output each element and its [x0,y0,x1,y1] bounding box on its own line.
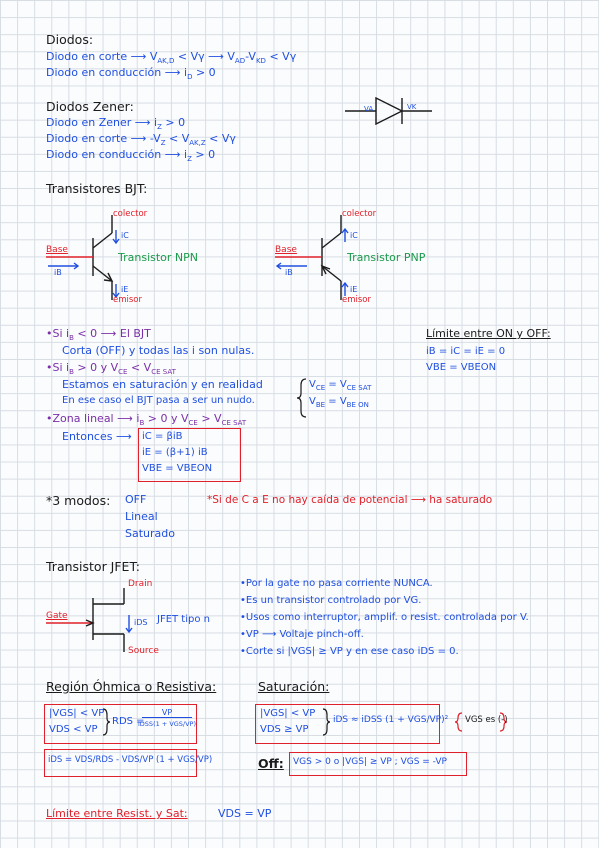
bjt-sat-vce: $V_{CE} = V_{CE SAT}$ [309,379,372,392]
pnp-ib-label: iB [285,268,293,277]
off-eq: VGS > 0 o |VGS| ≥ VP ; VGS = -VP [293,757,447,767]
jfet-bullet-2: •Es un transistor controlado por VG. [240,595,422,606]
zener-line-3: Diodo en conducción ⟶ $i_Z > 0$ [46,148,216,164]
npn-base-label: Base [46,245,68,255]
diode-vk-label: VK [407,103,417,111]
modes-label: *3 modos: [46,493,111,508]
pnp-base-label: Base [275,245,297,255]
ohmic-title: Región Óhmica o Resistiva: [46,679,217,694]
bjt-title: Transistores BJT: [46,181,148,196]
ohmic-ids-eq: iDS = VDS/RDS - VDS/VP (1 + VGS/VP) [48,755,213,765]
bjt-eq-ic: iC = βiB [142,431,183,442]
npn-transistor-symbol [46,215,119,300]
diode-va-label: VA [364,105,374,113]
jfet-title: Transistor JFET: [46,559,140,574]
jfet-bullet-1: •Por la gate no pasa corriente NUNCA. [240,578,433,589]
modes-note: *Si de C a E no hay caída de potencial ⟶ ha saturado [207,494,493,506]
zener-line-2: Diodo en corte ⟶ $-V_Z < V_{AK,Z} < V\gamma$ [46,132,236,148]
pnp-transistor-symbol [275,215,348,300]
diodo-conduccion-line: Diodo en conducción ⟶ $i_D > 0$ [46,66,216,82]
footer-eq: VDS = VP [218,807,272,820]
pnp-ie-label: iE [350,285,358,294]
sat-cond-vds: VDS ≥ VP [260,724,309,735]
sat-ids-eq: iDS ≈ iDSS (1 + VGS/VP)² [333,715,449,725]
mode-saturated: Saturado [125,527,175,540]
diodos-title: Diodos: [46,32,94,47]
pnp-label: Transistor PNP [347,251,426,264]
bjt-case-cutoff-desc: Corta (OFF) y todas las i son nulas. [62,344,255,357]
saturation-title: Saturación: [258,679,330,694]
bjt-case-saturation: •Si $i_B > 0$ y $V_{CE} < V_{CE SAT}$ [46,361,176,377]
jfet-bullet-3: •Usos como interruptor, amplif. o resist. controlada por V. [240,612,529,623]
mode-off: OFF [125,493,147,506]
bjt-linear-then: Entonces ⟶ [62,430,132,443]
mode-linear: Lineal [125,510,158,523]
bjt-case-saturation-node: En ese caso el BJT pasa a ser un nudo. [62,395,255,406]
bjt-eq-vbe: VBE = VBEON [142,463,213,474]
zener-title: Diodos Zener: [46,99,134,114]
npn-label: Transistor NPN [118,251,199,264]
pnp-collector-label: colector [342,209,377,219]
bjt-limit-title: Límite entre ON y OFF: [426,327,551,340]
bjt-case-saturation-desc: Estamos en saturación y en realidad [62,378,263,391]
jfet-type-label: JFET tipo n [157,614,210,625]
npn-ib-label: iB [54,268,62,277]
zener-line-1: Diodo en Zener ⟶ $i_Z > 0$ [46,116,186,132]
ohmic-cond-vgs: |VGS| < VP [49,708,105,719]
saturation-brace [297,379,306,417]
npn-ic-label: iC [121,231,129,240]
bjt-limit-vbe: VBE = VBEON [426,362,497,373]
ohmic-rds-label: RDS = [112,716,145,727]
bjt-sat-vbe: $V_{BE} = V_{BE ON}$ [309,396,369,409]
npn-emitter-label: emisor [113,295,142,305]
npn-ie-label: iE [121,285,129,294]
pnp-emitter-label: emisor [342,295,371,305]
sat-vgs-note: VGS es (-) [465,715,508,725]
pnp-ic-label: iC [350,231,358,240]
jfet-ids-label: iDS [134,618,148,627]
diodo-corte-line: Diodo en corte ⟶ $V_{AK,D} < V\gamma$ ⟶ $V_{AD}-V_{KD} < V\gamma$ [46,50,297,66]
jfet-source-label: Source [128,646,159,656]
bjt-eq-ie: iE = (β+1) iB [142,447,208,458]
jfet-bullet-5: •Corte si |VGS| ≥ VP y en ese caso iDS = 0. [240,646,459,657]
bjt-case-cutoff: •Si $i_B < 0$ ⟶ El BJT [46,327,151,343]
jfet-gate-label: Gate [46,611,68,621]
ohmic-rds-den: iDSS(1 + VGS/VP) [138,720,197,728]
ohmic-rds-num: VP [142,708,192,718]
bjt-limit-currents: iB = iC = iE = 0 [426,346,506,357]
off-label: Off: [258,756,284,771]
diode-symbol [345,98,432,124]
jfet-bullet-4: •VP ⟶ Voltaje pinch-off. [240,629,364,640]
footer-label: Límite entre Resist. y Sat: [46,807,188,820]
npn-collector-label: colector [113,209,148,219]
sat-cond-vgs: |VGS| < VP [260,708,316,719]
ohmic-cond-vds: VDS < VP [49,724,98,735]
jfet-drain-label: Drain [128,579,153,589]
bjt-case-linear: •Zona lineal ⟶ $i_B > 0$ y $V_{CE} > V_{CE SAT}$ [46,412,247,428]
